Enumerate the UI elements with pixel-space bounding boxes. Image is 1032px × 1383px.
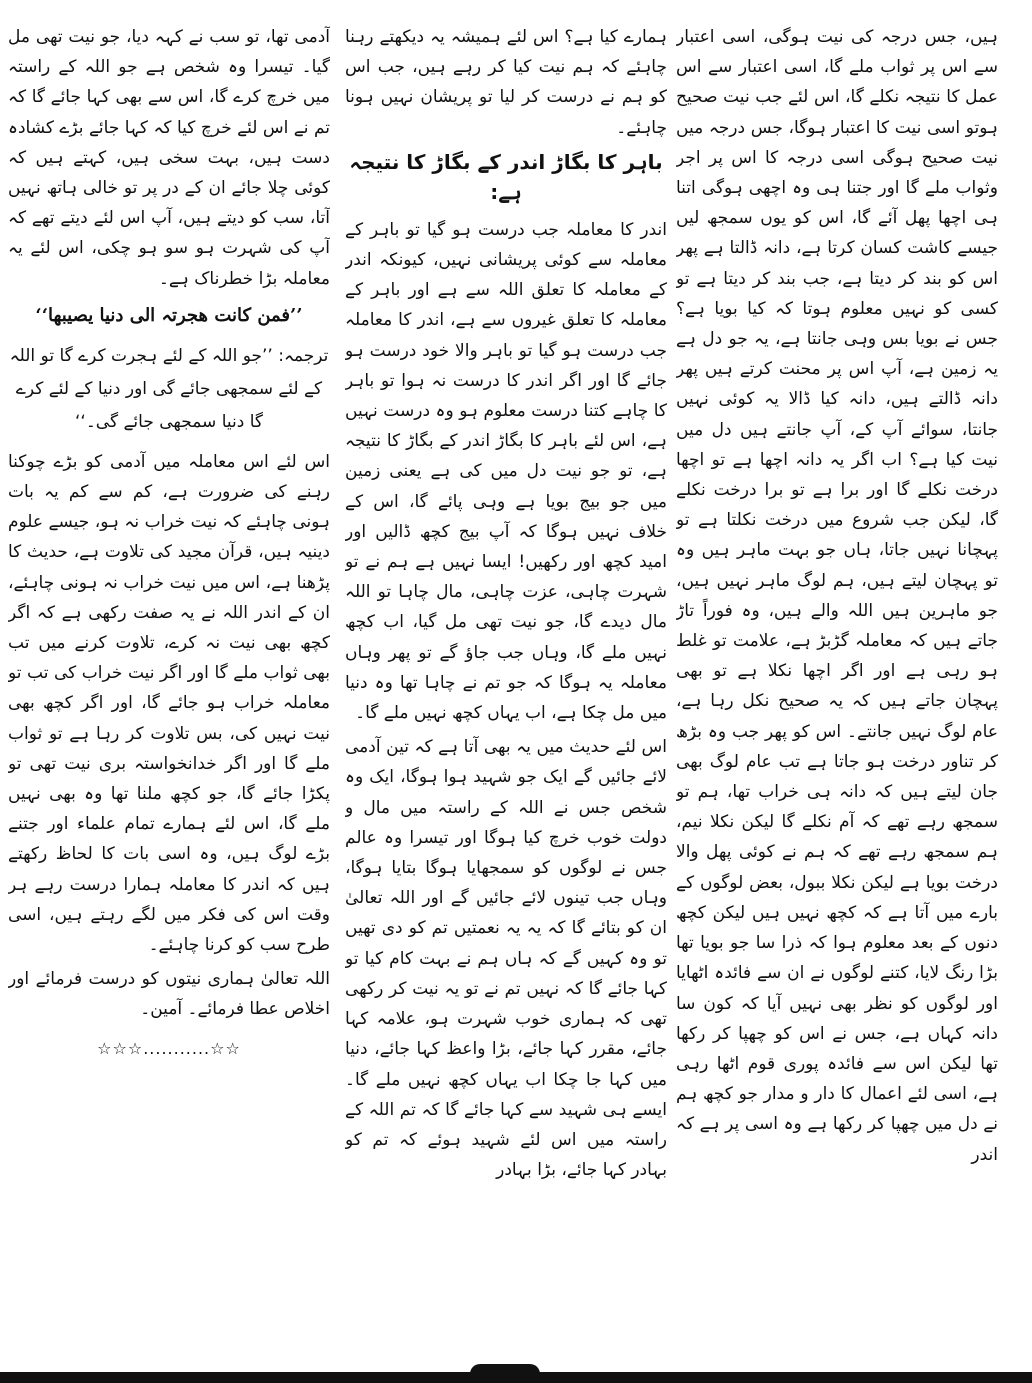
- paragraph: اس لئے حدیث میں یہ بھی آتا ہے کہ تین آدمی لائے جائیں گے ایک جو شہید ہوا ہوگا، ایک وہ شخص جس نے اللہ کے راستہ میں مال و دولت خوب خرچ کیا ہوگا اور تیسرا وہ عالم جس نے لوگوں کو سمجھایا ہوگا بتایا ہوگا، وہاں جب تینوں لائے جائیں گے اور اللہ تعالیٰ ان کو بتائے گا کہ یہ یہ نعمتیں تم کو دی تھیں تو وہ کہیں گے کہ ہاں ہم نے بہت کام کیا تو کہا جائے گا کہ نہیں تم نے تو یہ نیت کر رکھی تھی کہ ہماری خوب شہرت ہو، علامہ کہا جائے، مقرر کہا جائے، بڑا واعظ کہا جائے، دنیا میں کہا جا چکا اب یہاں کچھ نہیں ملے گا۔ ایسے ہی شہید سے کہا جائے گا کہ تم اللہ کے راستہ میں اس لئے شہید ہوئے کہ تم کو بہادر کہا جائے، بڑا بہادر: [345, 737, 667, 1181]
- paragraph: ہیں، جس درجہ کی نیت ہوگی، اسی اعتبار سے اس پر ثواب ملے گا، اسی اعتبار سے اس عمل کا نتیجہ نکلے گا، اس لئے جب نیت صحیح ہوتو اسی نیت کا اعتبار ہوگا، جس درجہ میں نیت صحیح ہوگی اسی درجہ کا اس پر اجر وثواب ملے گا اور جتنا ہی وہ اچھی ہوگی اتنا ہی اچھا پھل آئے گا، اس کو یوں سمجھ لیں جیسے کاشت کسان کرتا ہے، دانہ ڈالتا ہے پھر اس کو بند کر دیتا ہے، جب بند کر دیتا ہے تو کسی کو نہیں معلوم ہوتا کہ کیا بویا ہے؟ جس نے بویا بس وہی جانتا ہے، یہ جو دل ہے یہ زمین ہے، آپ اس پر محنت کرتے ہیں پھر دانہ ڈالتے ہیں، دانہ کیا ڈالا یہ کوئی نہیں جانتا، سوائے آپ کے، آپ جانتے ہیں دل میں نیت کیا ہے؟ اب اگر یہ دانہ اچھا ہے تو اچھا درخت نکلے گا اور برا ہے تو برا درخت نکلے گا، لیکن جب شروع میں درخت نکلتا ہے تو پہچانا نہیں جاتا، ہاں جو بہت ماہر ہیں وہ تو پہچان لیتے ہیں، ہم لوگ ماہر نہیں ہیں، جو ماہرین ہیں اللہ والے ہیں، وہ فوراً تاڑ جاتے ہیں کہ معاملہ گڑبڑ ہے، علامت تو غلط ہو رہی ہے اور اگر اچھا نکلا ہے تو بھی پہچان جاتے ہیں کہ یہ صحیح نکل رہا ہے، عام لوگ نہیں جانتے۔ اس کو پھر جب وہ بڑھ کر تناور درخت ہو جاتا ہے تب عام لوگ بھی جان لیتے ہیں کہ دانہ ہی خراب تھا، ہم تو سمجھ رہے تھے کہ آم نکلے گا لیکن نکلا نیم، ہم سمجھ رہے تھے کہ ہم نے کوئی پھل والا درخت بویا ہے لیکن نکلا ببول، بعض لوگوں کے بارے میں آتا ہے کہ کچھ نہیں ہیں لیکن کچھ دنوں کے بعد معلوم ہوا کہ ذرا سا جو بویا تھا بڑا رنگ لایا، کتنے لوگوں نے ان سے فائدہ اٹھایا اور لوگوں کو نظر بھی نہیں آیا کہ کون سا دانہ کہاں ہے، جس نے اس کو چھپا کر رکھا تھا لیکن اس سے فائدہ پوری قوم اٹھا رہی ہے، اسی لئے اعمال کا دار و مدار جو کچھ ہم نے دل میں چھپا کر رکھا ہے وہ اسی پر ہے کہ اندر: [676, 27, 998, 1165]
- stars-divider: ☆☆...........☆☆☆: [97, 1038, 241, 1058]
- paragraph: آدمی تھا، تو سب نے کہہ دیا، جو نیت تھی مل گیا۔ تیسرا وہ شخص ہے جو اللہ کے راستہ میں خرچ کرے گا، اس سے بھی کہا جائے گا کہ تم نے اس لئے خرچ کیا کہ کہا جائے بڑے کشادہ دست ہیں، بہت سخی ہیں، کہتے ہیں کہ کوئی چلا جائے ان کے در پر تو خالی ہاتھ نہیں آتا، سب کو دیتے ہیں، آپ اس لئے دیتے تھے کہ آپ کی شہرت ہو سو ہو چکی، اس لئے یہ معاملہ بڑا خطرناک ہے۔: [8, 27, 330, 289]
- closing-prayer: اللہ تعالیٰ ہماری نیتوں کو درست فرمائے اور اخلاص عطا فرمائے۔ آمین۔: [8, 969, 330, 1020]
- middle-column: [345, 22, 667, 1342]
- paragraph: ہمارے کیا ہے؟ اس لئے ہمیشہ یہ دیکھتے رہنا چاہئے کہ ہم نیت کیا کر رہے ہیں، جب اس کو ہم نے درست کر لیا تو پریشان نہیں ہونا چاہئے۔: [345, 27, 667, 138]
- left-column: [8, 22, 330, 1342]
- quote-translation: ترجمہ: ’’جو اللہ کے لئے ہجرت کرے گا تو اللہ کے لئے سمجھی جائے گی اور دنیا کے لئے کرے گا دنیا سمجھی جائے گی۔‘‘: [9, 345, 329, 432]
- paragraph: اس لئے اس معاملہ میں آدمی کو بڑے چوکنا رہنے کی ضرورت ہے، کم سے کم یہ بات ہونی چاہئے کہ نیت خراب نہ ہو، جیسے علوم دینیہ ہیں، قرآن مجید کی تلاوت ہے، حدیث کا پڑھنا ہے، اس میں نیت خراب نہ ہونی چاہئے، ان کے اندر اللہ نے یہ صفت رکھی ہے کہ اگر کچھ بھی نیت نہ کرے، تلاوت کرنے میں تب بھی ثواب ملے گا اور اگر نیت خراب کی تب تو معاملہ خراب ہو جائے گا، اور اگر کچھ بھی نیت نہیں کی، بس تلاوت کر رہا ہے تو ثواب ملے گا اور اگر خدانخواستہ بری نیت تھی تو پکڑا جائے گا، جو کچھ ملنا تھا وہ بھی نہیں ملے گا، اس لئے ہمارے تمام علماء اور جتنے بڑے لوگ ہیں، وہ اسی بات کا لحاظ رکھتے ہیں کہ اندر کا معاملہ ہمارا درست رہے ہر وقت اس کی فکر میں لگے رہتے ہیں، اسی طرح سب کو کرنا چاہئے۔: [8, 451, 330, 956]
- arabic-quote: ’’فمن کانت ھجرتہ الی دنیا یصیبھا‘‘: [35, 304, 303, 326]
- paragraph: اندر کا معاملہ جب درست ہو گیا تو باہر کے معاملہ سے کوئی پریشانی نہیں، کیونکہ اندر کے معاملہ کا تعلق اللہ سے ہے اور باہر کے معاملہ کا تعلق غیروں سے ہے، اندر کا معاملہ جب درست ہو گیا تو باہر والا خود درست ہو جائے گا اور اگر اندر کا درست نہ ہوا تو باہر کا چاہے کتنا درست معلوم ہو وہ درست نہیں ہے، اس لئے باہر کا بگاڑ اندر کے بگاڑ کا نتیجہ ہے، تو جو نیت دل میں کی ہے یعنی زمین میں جو بیج بویا ہے وہی پائے گا، اس کے خلاف نہیں ہوگا کہ آپ بیج کچھ ڈالیں اور امید کچھ اور رکھیں! ایسا نہیں ہے ہم نے تو شہرت چاہی، عزت چاہی، مال چاہا تو اللہ مال دیدے گا، جو نیت تھی مل گیا، اب کچھ نہیں ملے گا، وہاں جب جاؤ گے تو پھر وہاں معاملہ یہ ہوگا کہ جو تم نے چاہا تھا وہ دنیا میں مل چکا ہے، اب یہاں کچھ نہیں ملے گا۔: [345, 219, 667, 724]
- section-heading: باہر کا بگاڑ اندر کے بگاڑ کا نتیجہ ہے:: [349, 149, 663, 204]
- right-column: [676, 22, 998, 1342]
- footer-rule: [0, 1372, 1032, 1383]
